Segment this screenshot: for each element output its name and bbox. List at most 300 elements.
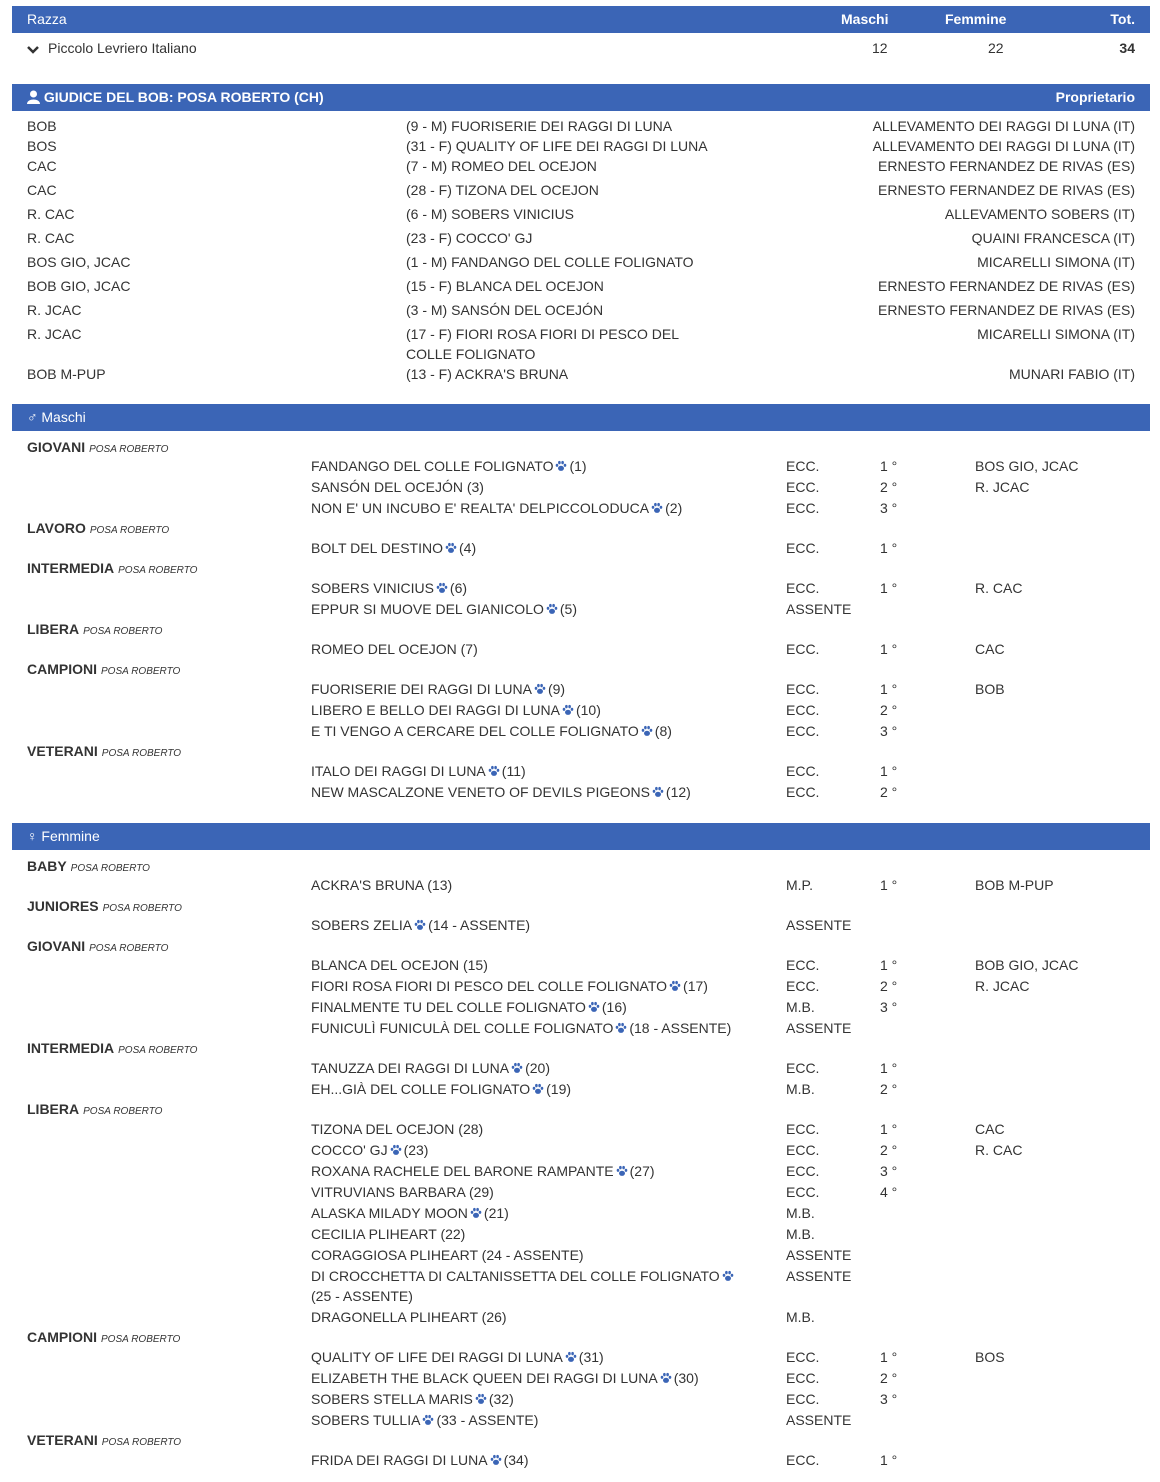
award-title: BOB M-PUP	[27, 366, 106, 382]
dog-name[interactable]: SANSÓN DEL OCEJÓN	[311, 479, 463, 495]
placement: 4 °	[880, 1184, 898, 1200]
dog-entry[interactable]	[311, 477, 484, 497]
qualification: ECC.	[786, 1370, 820, 1386]
qualification: ECC.	[786, 1163, 820, 1179]
dog-entry-row[interactable]	[0, 700, 1160, 720]
paw-icon	[488, 765, 500, 777]
dog-entry[interactable]	[311, 955, 488, 975]
breed-row[interactable]	[12, 38, 1150, 58]
bob-award-row[interactable]	[0, 204, 1160, 224]
dog-entry[interactable]	[311, 976, 708, 996]
class-name: VETERANI	[27, 1432, 98, 1448]
award-dog[interactable]: (17 - F) FIORI ROSA FIORI DI PESCO DEL COLLE FOLIGNATO	[406, 326, 679, 362]
dog-entry-row[interactable]	[0, 997, 1160, 1017]
dog-name[interactable]: FUNICULÌ FUNICULÀ DEL COLLE FOLIGNATO	[311, 1020, 614, 1036]
catalog-number: (12)	[665, 784, 691, 800]
bob-award-row[interactable]	[0, 252, 1160, 272]
paw-icon	[555, 460, 567, 472]
dog-entry-row[interactable]	[0, 456, 1160, 476]
dog-entry-row[interactable]	[0, 477, 1160, 497]
dog-entry-row[interactable]	[0, 721, 1160, 741]
dog-entry-row[interactable]	[0, 1018, 1160, 1038]
dog-entry[interactable]	[311, 679, 565, 699]
dog-entry-row[interactable]	[0, 875, 1160, 895]
award-owner: ERNESTO FERNANDEZ DE RIVAS (ES)	[878, 278, 1135, 294]
dog-entry[interactable]	[311, 538, 476, 558]
dog-name[interactable]: ELIZABETH THE BLACK QUEEN DEI RAGGI DI LUNA	[311, 1370, 658, 1386]
qualification: ECC.	[786, 1184, 820, 1200]
catalog-number: (29)	[468, 1184, 494, 1200]
bob-award-row[interactable]	[0, 180, 1160, 200]
dog-name[interactable]: SOBERS STELLA MARIS	[311, 1391, 473, 1407]
dog-name[interactable]: TANUZZA DEI RAGGI DI LUNA	[311, 1060, 510, 1076]
placement: 2 °	[880, 1081, 898, 1097]
award-dog[interactable]: (7 - M) ROMEO DEL OCEJON	[406, 158, 597, 174]
males-header: Maschi	[841, 11, 889, 27]
catalog-number: (4)	[459, 540, 477, 556]
class-name: CAMPIONI	[27, 661, 97, 677]
qualification: ASSENTE	[786, 1412, 852, 1428]
award-dog[interactable]: (31 - F) QUALITY OF LIFE DEI RAGGI DI LUNA	[406, 138, 708, 154]
class-name: BABY	[27, 858, 67, 874]
females-title: Femmine	[41, 828, 100, 844]
dog-entry-row[interactable]	[0, 679, 1160, 699]
placement: 1 °	[880, 540, 898, 556]
placement: 3 °	[880, 500, 898, 516]
bob-award-row[interactable]	[0, 276, 1160, 296]
award: BOS GIO, JCAC	[975, 458, 1079, 474]
qualification: ECC.	[786, 702, 820, 718]
catalog-number: (26)	[481, 1309, 507, 1325]
dog-entry-row[interactable]	[0, 761, 1160, 781]
bob-award-row[interactable]	[0, 300, 1160, 320]
bob-judge-header	[12, 84, 1150, 111]
class-judge: POSA ROBERTO	[101, 666, 181, 677]
paw-icon	[511, 1062, 523, 1074]
paw-icon	[422, 1414, 434, 1426]
award-title: BOS GIO, JCAC	[27, 254, 131, 270]
award-owner: QUAINI FRANCESCA (IT)	[971, 230, 1135, 246]
dog-entry-row[interactable]	[0, 1058, 1160, 1078]
paw-icon	[546, 603, 558, 615]
catalog-number: (18 - ASSENTE)	[629, 1020, 732, 1036]
award-owner: ERNESTO FERNANDEZ DE RIVAS (ES)	[878, 182, 1135, 198]
paw-icon	[588, 1001, 600, 1013]
dog-entry[interactable]	[311, 1119, 483, 1139]
paw-icon	[532, 1083, 544, 1095]
females-count: 22	[988, 40, 1004, 56]
catalog-number: (28)	[458, 1121, 484, 1137]
catalog-number: (24 - ASSENTE)	[481, 1247, 584, 1263]
dog-name[interactable]: LIBERO E BELLO DEI RAGGI DI LUNA	[311, 702, 560, 718]
dog-entry-row[interactable]	[0, 1079, 1160, 1099]
dog-entry-row[interactable]	[0, 955, 1160, 975]
dog-name[interactable]: FUORISERIE DEI RAGGI DI LUNA	[311, 681, 532, 697]
catalog-number: (8)	[654, 723, 672, 739]
paw-icon	[390, 1144, 402, 1156]
award-dog[interactable]: (3 - M) SANSÓN DEL OCEJÓN	[406, 302, 604, 318]
class-name: LIBERA	[27, 621, 80, 637]
placement: 1 °	[880, 681, 898, 697]
class-name: GIOVANI	[27, 439, 86, 455]
chevron-down-icon[interactable]	[27, 38, 39, 58]
class-name: LIBERA	[27, 1101, 80, 1117]
qualification: ECC.	[786, 500, 820, 516]
qualification: ECC.	[786, 540, 820, 556]
dog-entry[interactable]	[311, 456, 587, 476]
catalog-number: (10)	[575, 702, 601, 718]
dog-name[interactable]: FRIDA DEI RAGGI DI LUNA	[311, 1452, 488, 1468]
award-title: BOB GIO, JCAC	[27, 278, 131, 294]
class-judge: POSA ROBERTO	[70, 863, 150, 874]
award-owner: ERNESTO FERNANDEZ DE RIVAS (ES)	[878, 302, 1135, 318]
dog-entry[interactable]	[311, 761, 526, 781]
class-judge: POSA ROBERTO	[101, 748, 182, 759]
paw-icon	[641, 725, 653, 737]
class-heading	[27, 519, 169, 540]
dog-name[interactable]: ALASKA MILADY MOON	[311, 1205, 468, 1221]
paw-icon	[475, 1393, 487, 1405]
catalog-number: (33 - ASSENTE)	[436, 1412, 539, 1428]
paw-icon	[615, 1022, 627, 1034]
male-icon: ♂	[27, 409, 38, 425]
award-owner: ALLEVAMENTO DEI RAGGI DI LUNA (IT)	[872, 138, 1135, 154]
dog-entry-row[interactable]	[0, 976, 1160, 996]
dog-name[interactable]: SOBERS ZELIA	[311, 917, 413, 933]
dog-entry[interactable]	[311, 1079, 571, 1099]
class-judge: POSA ROBERTO	[101, 1437, 182, 1448]
dog-entry-row[interactable]	[0, 1140, 1160, 1160]
catalog-number: (16)	[601, 999, 627, 1015]
class-name: JUNIORES	[27, 898, 99, 914]
dog-entry[interactable]	[311, 578, 467, 598]
award-dog[interactable]: (13 - F) ACKRA'S BRUNA	[406, 366, 569, 382]
dog-entry[interactable]	[311, 1410, 538, 1430]
bob-award-row[interactable]	[0, 136, 1160, 156]
dog-name[interactable]: E TI VENGO A CERCARE DEL COLLE FOLIGNATO	[311, 723, 639, 739]
qualification: ASSENTE	[786, 917, 852, 933]
dog-entry-row[interactable]	[0, 1224, 1160, 1244]
class-judge: POSA ROBERTO	[118, 1045, 198, 1056]
dog-entry[interactable]	[311, 875, 452, 895]
class-judge: POSA ROBERTO	[102, 903, 182, 914]
award-owner: ERNESTO FERNANDEZ DE RIVAS (ES)	[878, 158, 1135, 174]
award-title: BOS	[27, 138, 57, 154]
class-heading	[27, 660, 180, 681]
placement: 3 °	[880, 1163, 898, 1179]
catalog-number: (21)	[483, 1205, 509, 1221]
award-dog[interactable]: (6 - M) SOBERS VINICIUS	[406, 206, 575, 222]
qualification: ECC.	[786, 458, 820, 474]
catalog-number: (23)	[403, 1142, 429, 1158]
award-dog[interactable]: (28 - F) TIZONA DEL OCEJON	[406, 182, 599, 198]
dog-name[interactable]: EH...GIÀ DEL COLLE FOLIGNATO	[311, 1081, 531, 1097]
catalog-number: (22)	[440, 1226, 466, 1242]
catalog-number: (1)	[569, 458, 587, 474]
award-title: R. CAC	[27, 230, 75, 246]
dog-name[interactable]: FANDANGO DEL COLLE FOLIGNATO	[311, 458, 554, 474]
dog-entry-row[interactable]	[0, 599, 1160, 619]
class-name: CAMPIONI	[27, 1329, 97, 1345]
dog-entry[interactable]	[311, 1140, 428, 1160]
qualification: ASSENTE	[786, 601, 852, 617]
qualification: M.B.	[786, 999, 815, 1015]
dog-entry[interactable]	[311, 1368, 699, 1388]
qualification: ECC.	[786, 1060, 820, 1076]
catalog-number: (17)	[683, 978, 708, 994]
qualification: ECC.	[786, 580, 820, 596]
bob-award-row[interactable]	[0, 324, 1160, 362]
placement: 2 °	[880, 702, 898, 718]
dog-entry[interactable]	[311, 1450, 529, 1470]
dog-name[interactable]: QUALITY OF LIFE DEI RAGGI DI LUNA	[311, 1349, 563, 1365]
qualification: M.B.	[786, 1226, 815, 1242]
class-heading	[27, 620, 162, 641]
dog-entry-row[interactable]	[0, 1307, 1160, 1327]
dog-entry-row[interactable]	[0, 1450, 1160, 1470]
dog-entry-row[interactable]	[0, 1119, 1160, 1139]
dog-entry[interactable]	[311, 1266, 751, 1306]
dog-entry-row[interactable]	[0, 915, 1160, 935]
dog-entry-row[interactable]	[0, 1389, 1160, 1409]
class-judge: POSA ROBERTO	[89, 943, 169, 954]
award: BOS	[975, 1349, 1005, 1365]
dog-name[interactable]: ROXANA RACHELE DEL BARONE RAMPANTE	[311, 1163, 614, 1179]
dog-entry-row[interactable]	[0, 498, 1160, 518]
dog-entry[interactable]	[311, 1161, 655, 1181]
owner-header: Proprietario	[1055, 89, 1135, 105]
dog-entry[interactable]	[311, 599, 577, 619]
award: R. CAC	[975, 580, 1023, 596]
dog-entry[interactable]	[311, 1182, 494, 1202]
breed-header: Razza	[27, 11, 67, 27]
award-dog[interactable]: (1 - M) FANDANGO DEL COLLE FOLIGNATO	[406, 254, 694, 270]
award: BOB	[975, 681, 1005, 697]
dog-entry-row[interactable]	[0, 538, 1160, 558]
award-owner: MUNARI FABIO (IT)	[1009, 366, 1135, 382]
class-heading	[27, 1100, 162, 1121]
dog-entry[interactable]	[311, 1347, 604, 1367]
catalog-number: (7)	[460, 641, 478, 657]
catalog-number: (19)	[546, 1081, 572, 1097]
placement: 2 °	[880, 1370, 898, 1386]
award-title: BOB	[27, 118, 57, 134]
award: CAC	[975, 641, 1005, 657]
dog-name[interactable]: DI CROCCHETTA DI CALTANISSETTA DEL COLLE FOLIGNATO	[311, 1268, 720, 1284]
catalog-number: (14 - ASSENTE)	[428, 917, 531, 933]
dog-name[interactable]: ITALO DEI RAGGI DI LUNA	[311, 763, 486, 779]
dog-entry-row[interactable]	[0, 1161, 1160, 1181]
catalog-number: (2)	[665, 500, 683, 516]
dog-entry[interactable]	[311, 1245, 584, 1265]
award-title: CAC	[27, 158, 57, 174]
placement: 1 °	[880, 458, 898, 474]
dog-name[interactable]: FINALMENTE TU DEL COLLE FOLIGNATO	[311, 999, 586, 1015]
placement: 1 °	[880, 1060, 898, 1076]
dog-name[interactable]: VITRUVIANS BARBARA	[311, 1184, 466, 1200]
dog-entry[interactable]	[311, 639, 478, 659]
breed-name: Piccolo Levriero Italiano	[48, 40, 197, 56]
class-heading	[27, 1431, 181, 1452]
females-section-header	[12, 823, 1150, 850]
qualification: ECC.	[786, 763, 820, 779]
paw-icon	[490, 1454, 502, 1466]
paw-icon	[565, 1351, 577, 1363]
dog-entry[interactable]	[311, 1018, 731, 1038]
qualification: ECC.	[786, 957, 820, 973]
dog-name[interactable]: NON E' UN INCUBO E' REALTA' DELPICCOLODUCA	[311, 500, 650, 516]
males-title: Maschi	[41, 409, 86, 425]
dog-entry-row[interactable]	[0, 1410, 1160, 1430]
female-icon: ♀	[27, 828, 38, 844]
dog-name[interactable]: COCCO' GJ	[311, 1142, 388, 1158]
dog-entry[interactable]	[311, 1224, 465, 1244]
total-count: 34	[1119, 40, 1135, 56]
catalog-number: (5)	[559, 601, 577, 617]
dog-name[interactable]: FIORI ROSA FIORI DI PESCO DEL COLLE FOLIGNATO	[311, 978, 668, 994]
catalog-number: (30)	[673, 1370, 699, 1386]
placement: 1 °	[880, 1121, 898, 1137]
qualification: M.B.	[786, 1309, 815, 1325]
dog-entry[interactable]	[311, 1307, 507, 1327]
catalog-number: (11)	[501, 763, 526, 779]
dog-name[interactable]: EPPUR SI MUOVE DEL GIANICOLO	[311, 601, 544, 617]
bob-judge-title: GIUDICE DEL BOB: POSA ROBERTO (CH)	[43, 89, 324, 105]
qualification: ECC.	[786, 1349, 820, 1365]
qualification: ECC.	[786, 784, 820, 800]
qualification: ECC.	[786, 1121, 820, 1137]
dog-name[interactable]: CECILIA PLIHEART	[311, 1226, 437, 1242]
award-title: R. JCAC	[27, 326, 82, 342]
class-name: INTERMEDIA	[27, 560, 115, 576]
class-judge: POSA ROBERTO	[101, 1334, 181, 1345]
award-owner: ALLEVAMENTO DEI RAGGI DI LUNA (IT)	[872, 118, 1135, 134]
bob-award-row[interactable]	[0, 364, 1160, 384]
catalog-number: (32)	[488, 1391, 514, 1407]
award: BOB M-PUP	[975, 877, 1054, 893]
qualification: ECC.	[786, 479, 820, 495]
qualification: ECC.	[786, 723, 820, 739]
dog-name[interactable]: BOLT DEL DESTINO	[311, 540, 443, 556]
dog-entry[interactable]	[311, 1203, 509, 1223]
placement: 2 °	[880, 784, 898, 800]
dog-entry-row[interactable]	[0, 1245, 1160, 1265]
paw-icon	[445, 542, 457, 554]
qualification: ASSENTE	[786, 1268, 852, 1284]
dog-entry-row[interactable]	[0, 639, 1160, 659]
class-heading	[27, 1039, 197, 1060]
qualification: ECC.	[786, 1142, 820, 1158]
class-name: LAVORO	[27, 520, 86, 536]
dog-entry-row[interactable]	[0, 1182, 1160, 1202]
paw-icon	[651, 502, 663, 514]
males-section-header	[12, 404, 1150, 431]
dog-entry[interactable]	[311, 782, 691, 802]
qualification: ASSENTE	[786, 1247, 852, 1263]
user-icon	[27, 90, 40, 104]
dog-entry-row[interactable]	[0, 578, 1160, 598]
dog-name[interactable]: BLANCA DEL OCEJON	[311, 957, 460, 973]
placement: 1 °	[880, 957, 898, 973]
qualification: M.B.	[786, 1081, 815, 1097]
award-dog[interactable]: (23 - F) COCCO' GJ	[406, 230, 533, 246]
catalog-number: (25 - ASSENTE)	[311, 1288, 413, 1304]
females-header: Femmine	[945, 11, 1007, 27]
males-count: 12	[872, 40, 888, 56]
dog-name[interactable]: ROMEO DEL OCEJON	[311, 641, 457, 657]
bob-award-row[interactable]	[0, 156, 1160, 176]
placement: 1 °	[880, 763, 898, 779]
dog-entry[interactable]	[311, 915, 530, 935]
placement: 1 °	[880, 641, 898, 657]
dog-name[interactable]: SOBERS TULLIA	[311, 1412, 421, 1428]
dog-name[interactable]: CORAGGIOSA PLIHEART	[311, 1247, 478, 1263]
dog-entry-row[interactable]	[0, 1368, 1160, 1388]
catalog-number: (13)	[427, 877, 453, 893]
catalog-number: (20)	[525, 1060, 551, 1076]
dog-entry-row[interactable]	[0, 1347, 1160, 1367]
dog-name[interactable]: NEW MASCALZONE VENETO OF DEVILS PIGEONS	[311, 784, 650, 800]
dog-entry[interactable]	[311, 721, 672, 741]
placement: 1 °	[880, 580, 898, 596]
catalog-number: (3)	[466, 479, 484, 495]
paw-icon	[414, 919, 426, 931]
paw-icon	[436, 582, 448, 594]
catalog-number: (9)	[547, 681, 566, 697]
dog-entry[interactable]	[311, 1058, 550, 1078]
qualification: M.B.	[786, 1205, 815, 1221]
qualification: M.P.	[786, 877, 813, 893]
dog-entry[interactable]	[311, 1389, 514, 1409]
award: R. JCAC	[975, 479, 1030, 495]
catalog-number: (15)	[462, 957, 488, 973]
catalog-number: (31)	[578, 1349, 604, 1365]
placement: 1 °	[880, 1349, 898, 1365]
class-heading	[27, 742, 181, 763]
dog-entry-row[interactable]	[0, 782, 1160, 802]
dog-entry-row[interactable]	[0, 1203, 1160, 1223]
class-judge: POSA ROBERTO	[83, 626, 163, 637]
placement: 1 °	[880, 1452, 898, 1468]
paw-icon	[562, 704, 574, 716]
class-heading	[27, 559, 197, 580]
paw-icon	[652, 786, 664, 798]
qualification: ECC.	[786, 1391, 820, 1407]
bob-award-row[interactable]	[0, 228, 1160, 248]
class-judge: POSA ROBERTO	[89, 444, 169, 455]
dog-name[interactable]: ACKRA'S BRUNA	[311, 877, 424, 893]
catalog-number: (6)	[449, 580, 468, 596]
placement: 2 °	[880, 978, 898, 994]
dog-entry-row[interactable]	[0, 1266, 1160, 1304]
award-dog[interactable]: (15 - F) BLANCA DEL OCEJON	[406, 278, 604, 294]
dog-entry[interactable]	[311, 700, 601, 720]
breed-table-header	[12, 6, 1150, 33]
dog-entry[interactable]	[311, 498, 682, 518]
dog-name[interactable]: SOBERS VINICIUS	[311, 580, 434, 596]
dog-entry[interactable]	[311, 997, 627, 1017]
dog-name[interactable]: DRAGONELLA PLIHEART	[311, 1309, 478, 1325]
class-name: VETERANI	[27, 743, 98, 759]
placement: 3 °	[880, 999, 898, 1015]
dog-name[interactable]: TIZONA DEL OCEJON	[311, 1121, 455, 1137]
class-name: GIOVANI	[27, 938, 86, 954]
placement: 2 °	[880, 1142, 898, 1158]
award: R. JCAC	[975, 978, 1030, 994]
bob-award-row[interactable]	[0, 116, 1160, 136]
catalog-number: (27)	[629, 1163, 655, 1179]
award-dog[interactable]: (9 - M) FUORISERIE DEI RAGGI DI LUNA	[406, 118, 673, 134]
